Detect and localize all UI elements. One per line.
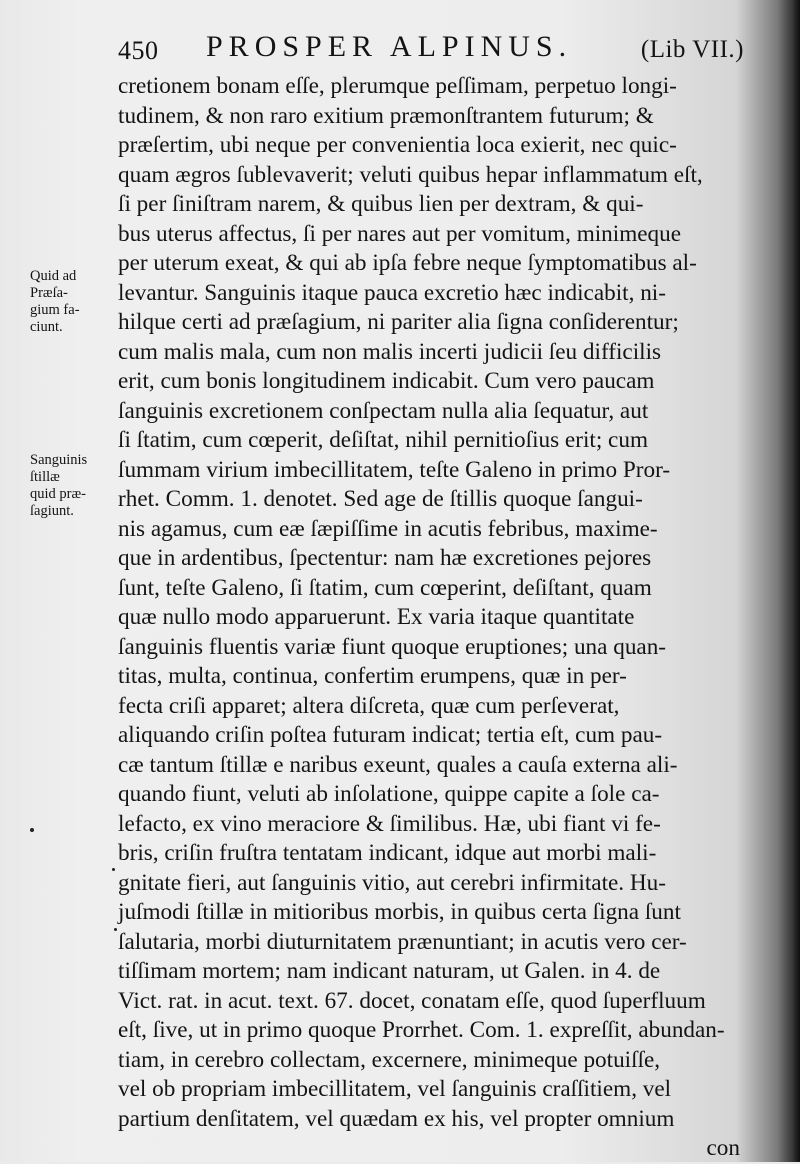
text-line: quando fiunt, veluti ab inſolatione, quippe capite a ſole ca- [118,781,660,807]
text-line: eſt, ſive, ut in primo quoque Prorrhet. Com. 1. expreſſit, abundan- [118,1017,725,1043]
text-line: lefacto, ex vino meraciore & ſimilibus. Hæ, ubi fiant vi fe- [118,810,661,837]
text-line: bris, criſin fruſtra tentatam indicant, idque aut morbi mali- [118,840,657,866]
text-line: aliquando criſin poſtea futuram indicat; tertia eſt, cum pau- [118,722,663,748]
running-head [118,30,748,70]
ink-speck [30,828,34,832]
text-line: cæ tantum ſtillæ e naribus exeunt, quales a cauſa externa ali- [118,751,678,778]
text-line: ſunt, teſte Galeno, ſi ſtatim, cum cœperint, deſiſtant, quam [118,574,652,601]
text-line: ſanguinis excretionem conſpectam nulla alia ſequatur, aut [118,397,649,424]
text-line: cum malis mala, cum non malis incerti judicii ſeu difficilis [118,338,662,365]
page-number: 450 [118,36,159,65]
text-line: tiſſimam mortem; nam indicant naturam, ut Galen. in 4. de [118,958,661,984]
text-line: ſummam virium imbecillitatem, teſte Galeno in primo Pror- [118,456,671,483]
text-line: ſalutaria, morbi diuturnitatem prænuntiant; in acutis vero cer- [118,928,687,955]
text-line: quam ægros ſublevaverit; veluti quibus hepar inflammatum eſt, [118,161,703,188]
margin-note-line: ſagiunt. [30,503,74,519]
book-marker: (Lib VII.) [640,36,744,63]
text-line: partium denſitatem, vel quædam ex his, vel propter omnium [118,1105,675,1132]
text-line: tudinem, & non raro exitium præmonſtrantem futurum; & [118,102,654,129]
text-line: rhet. Comm. 1. denotet. Sed age de ſtillis quoque ſangui- [118,486,643,512]
margin-note-stillae [30,452,116,520]
margin-note-line: ciunt. [30,319,63,335]
text-line: quæ nullo modo apparuerunt. Ex varia itaque quantitate [118,604,635,630]
text-line: que in ardentibus, ſpectentur: nam hæ excretiones pejores [118,545,652,571]
text-line: ſi ſtatim, cum cœperit, deſiſtat, nihil pernitioſius erit; cum [118,427,648,453]
text-line: levantur. Sanguinis itaque pauca excretio hæc indicabit, ni- [118,279,666,306]
margin-note-line: ſtillæ [30,469,60,485]
page-edge-shadow [778,0,800,1162]
text-line: hilque certi ad præſagium, ni pariter alia ſigna conſiderentur; [118,309,679,335]
text-line: nis agamus, cum eæ ſæpiſſime in acutis febribus, maxime- [118,515,658,542]
margin-note-line: Sanguinis [30,452,88,468]
text-line: vel ob propriam imbecillitatem, vel ſanguinis craſſitiem, vel [118,1076,672,1102]
text-line: cretionem bonam eſſe, plerumque peſſimam, perpetuo longi- [118,73,677,99]
running-title: PROSPER ALPINUS. [206,30,573,63]
ink-speck [114,928,117,931]
margin-note-praesagium [30,268,116,336]
margin-note-line: Quid ad [30,268,77,284]
catchword: con [706,1135,740,1161]
text-line: tiam, in cerebro collectam, excernere, minimeque potuiſſe, [118,1046,661,1073]
text-line: gnitate fieri, aut ſanguinis vitio, aut cerebri infirmitate. Hu- [118,869,666,896]
text-line: titas, multa, continua, confertim erumpens, quæ in per- [118,663,627,689]
text-line: fecta criſi apparet; altera diſcreta, quæ cum perſeverat, [118,692,620,719]
text-line: Vict. rat. in acut. text. 67. docet, conatam eſſe, quod ſuperfluum [118,987,706,1014]
text-line: per uterum exeat, & qui ab ipſa febre neque ſymptomatibus al- [118,250,697,276]
text-line: ſanguinis fluentis variæ fiunt quoque eruptiones; una quan- [118,633,667,660]
text-line: ſi per ſiniſtram narem, & quibus lien per dextram, & qui- [118,191,644,217]
text-line: præſertim, ubi neque per convenientia loca exierit, nec quic- [118,132,677,158]
ink-speck [112,868,115,871]
margin-note-line: gium fa- [30,302,80,318]
text-line: erit, cum bonis longitudinem indicabit. Cum vero paucam [118,368,655,394]
text-line: bus uterus affectus, ſi per nares aut per vomitum, minimeque [118,220,682,247]
text-line: juſmodi ſtillæ in mitioribus morbis, in quibus certa ſigna ſunt [118,899,681,925]
margin-note-line: quid præ- [30,486,86,502]
main-text-block [118,72,748,1164]
margin-note-line: Præſa- [30,285,68,301]
